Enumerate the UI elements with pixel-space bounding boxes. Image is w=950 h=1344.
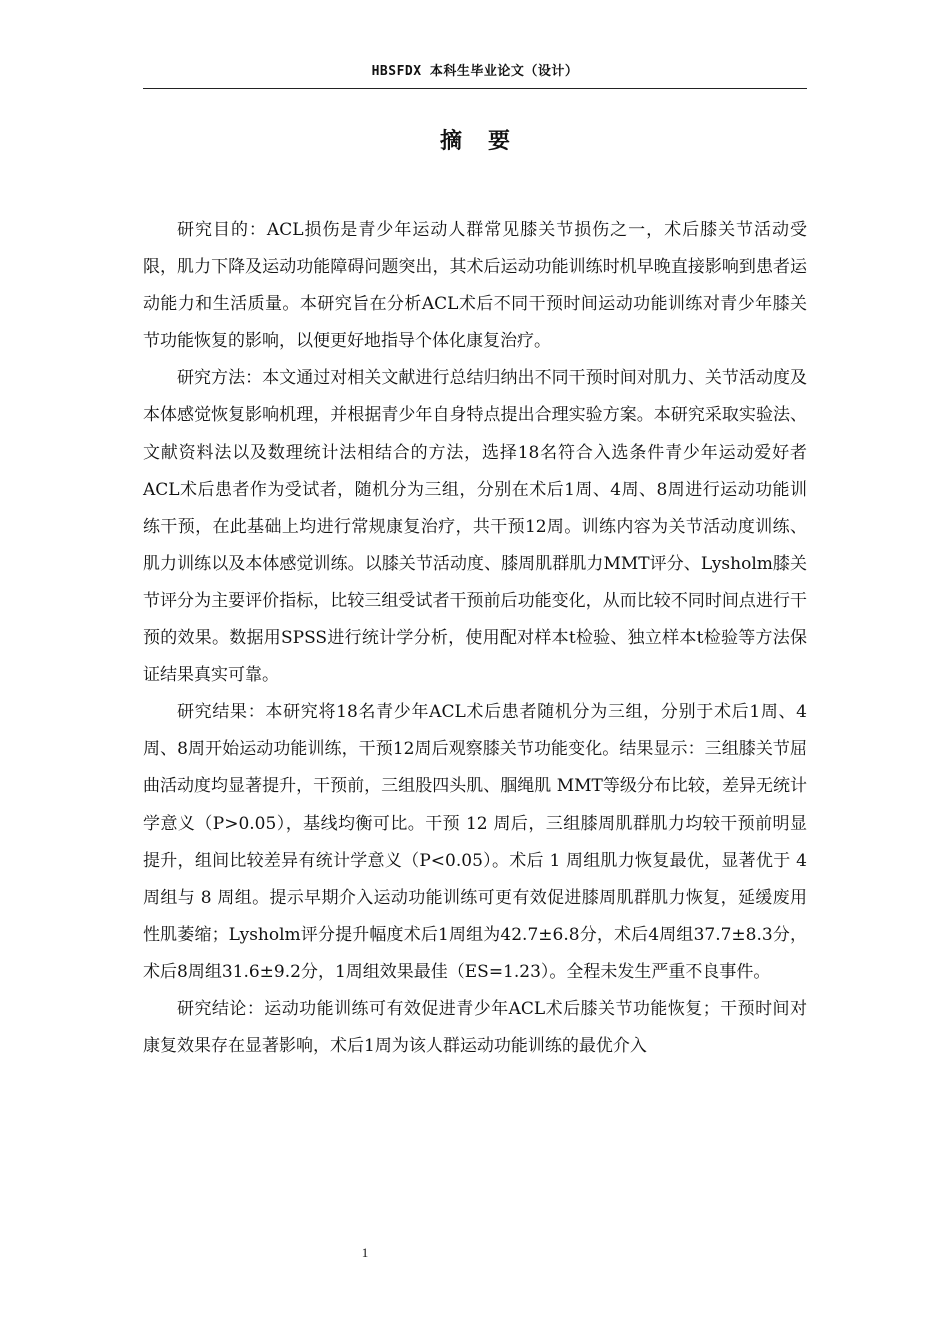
abstract-title: 摘要 [439, 129, 536, 154]
paragraph-conclusion: 研究结论：运动功能训练可有效促进青少年ACL术后膝关节功能恢复；干预时间对康复效果存在显著影响，术后1周为该人群运动功能训练的最优介入 [143, 998, 807, 1057]
paragraph-results: 研究结果：本研究将18名青少年ACL术后患者随机分为三组，分别于术后1周、4周、8周开始运动功能训练，干预12周后观察膝关节功能变化。结果显示：三组膝关节屈曲活动度均显著提升，干预前，三组股四头肌、腘绳肌 MMT等级分布比较，差异无统计学意义（P>0.05），基线均衡可比。干预 12 周后，三组膝周肌群肌力均较干预前明显提升，组间比较差异有统计学意义（P<0.05）。术后 1 周组肌力恢复最优，显著优于 4 周组与 8 周组。提示早期介入运动功能训练可更有效促进膝周肌群肌力恢复，延缓废用性肌萎缩；Lysholm评分提升幅度术后1周组为42.7±6.8分，术后4周组37.7±8.3分，术后8周组31.6±9.2分，1周组效果最佳（ES=1.23）。全程未发生严重不良事件。 [143, 702, 807, 982]
paragraph-methods: 研究方法：本文通过对相关文献进行总结归纳出不同干预时间对肌力、关节活动度及本体感觉恢复影响机理，并根据青少年自身特点提出合理实验方案。本研究采取实验法、文献资料法以及数理统计法相结合的方法，选择18名符合入选条件青少年运动爱好者ACL术后患者作为受试者，随机分为三组，分别在术后1周、4周、8周进行运动功能训练干预，在此基础上均进行常规康复治疗，共干预12周。训练内容为关节活动度训练、肌力训练以及本体感觉训练。以膝关节活动度、膝周肌群肌力MMT评分、Lysholm膝关节评分为主要评价指标，比较三组受试者干预前后功能变化，从而比较不同时间点进行干预的效果。数据用SPSS进行统计学分析，使用配对样本t检验、独立样本t检验等方法保证结果真实可靠。 [143, 368, 807, 686]
abstract-body [143, 212, 807, 1065]
paragraph-objective: 研究目的：ACL损伤是青少年运动人群常见膝关节损伤之一，术后膝关节活动受限，肌力下降及运动功能障碍问题突出，其术后运动功能训练时机早晚直接影响到患者运动能力和生活质量。本研究旨在分析ACL术后不同干预时间运动功能训练对青少年膝关节功能恢复的影响，以便更好地指导个体化康复治疗。 [143, 220, 807, 352]
page-number: 1 [361, 1245, 369, 1260]
running-header: HBSFDX 本科生毕业论文（设计） [143, 62, 807, 89]
